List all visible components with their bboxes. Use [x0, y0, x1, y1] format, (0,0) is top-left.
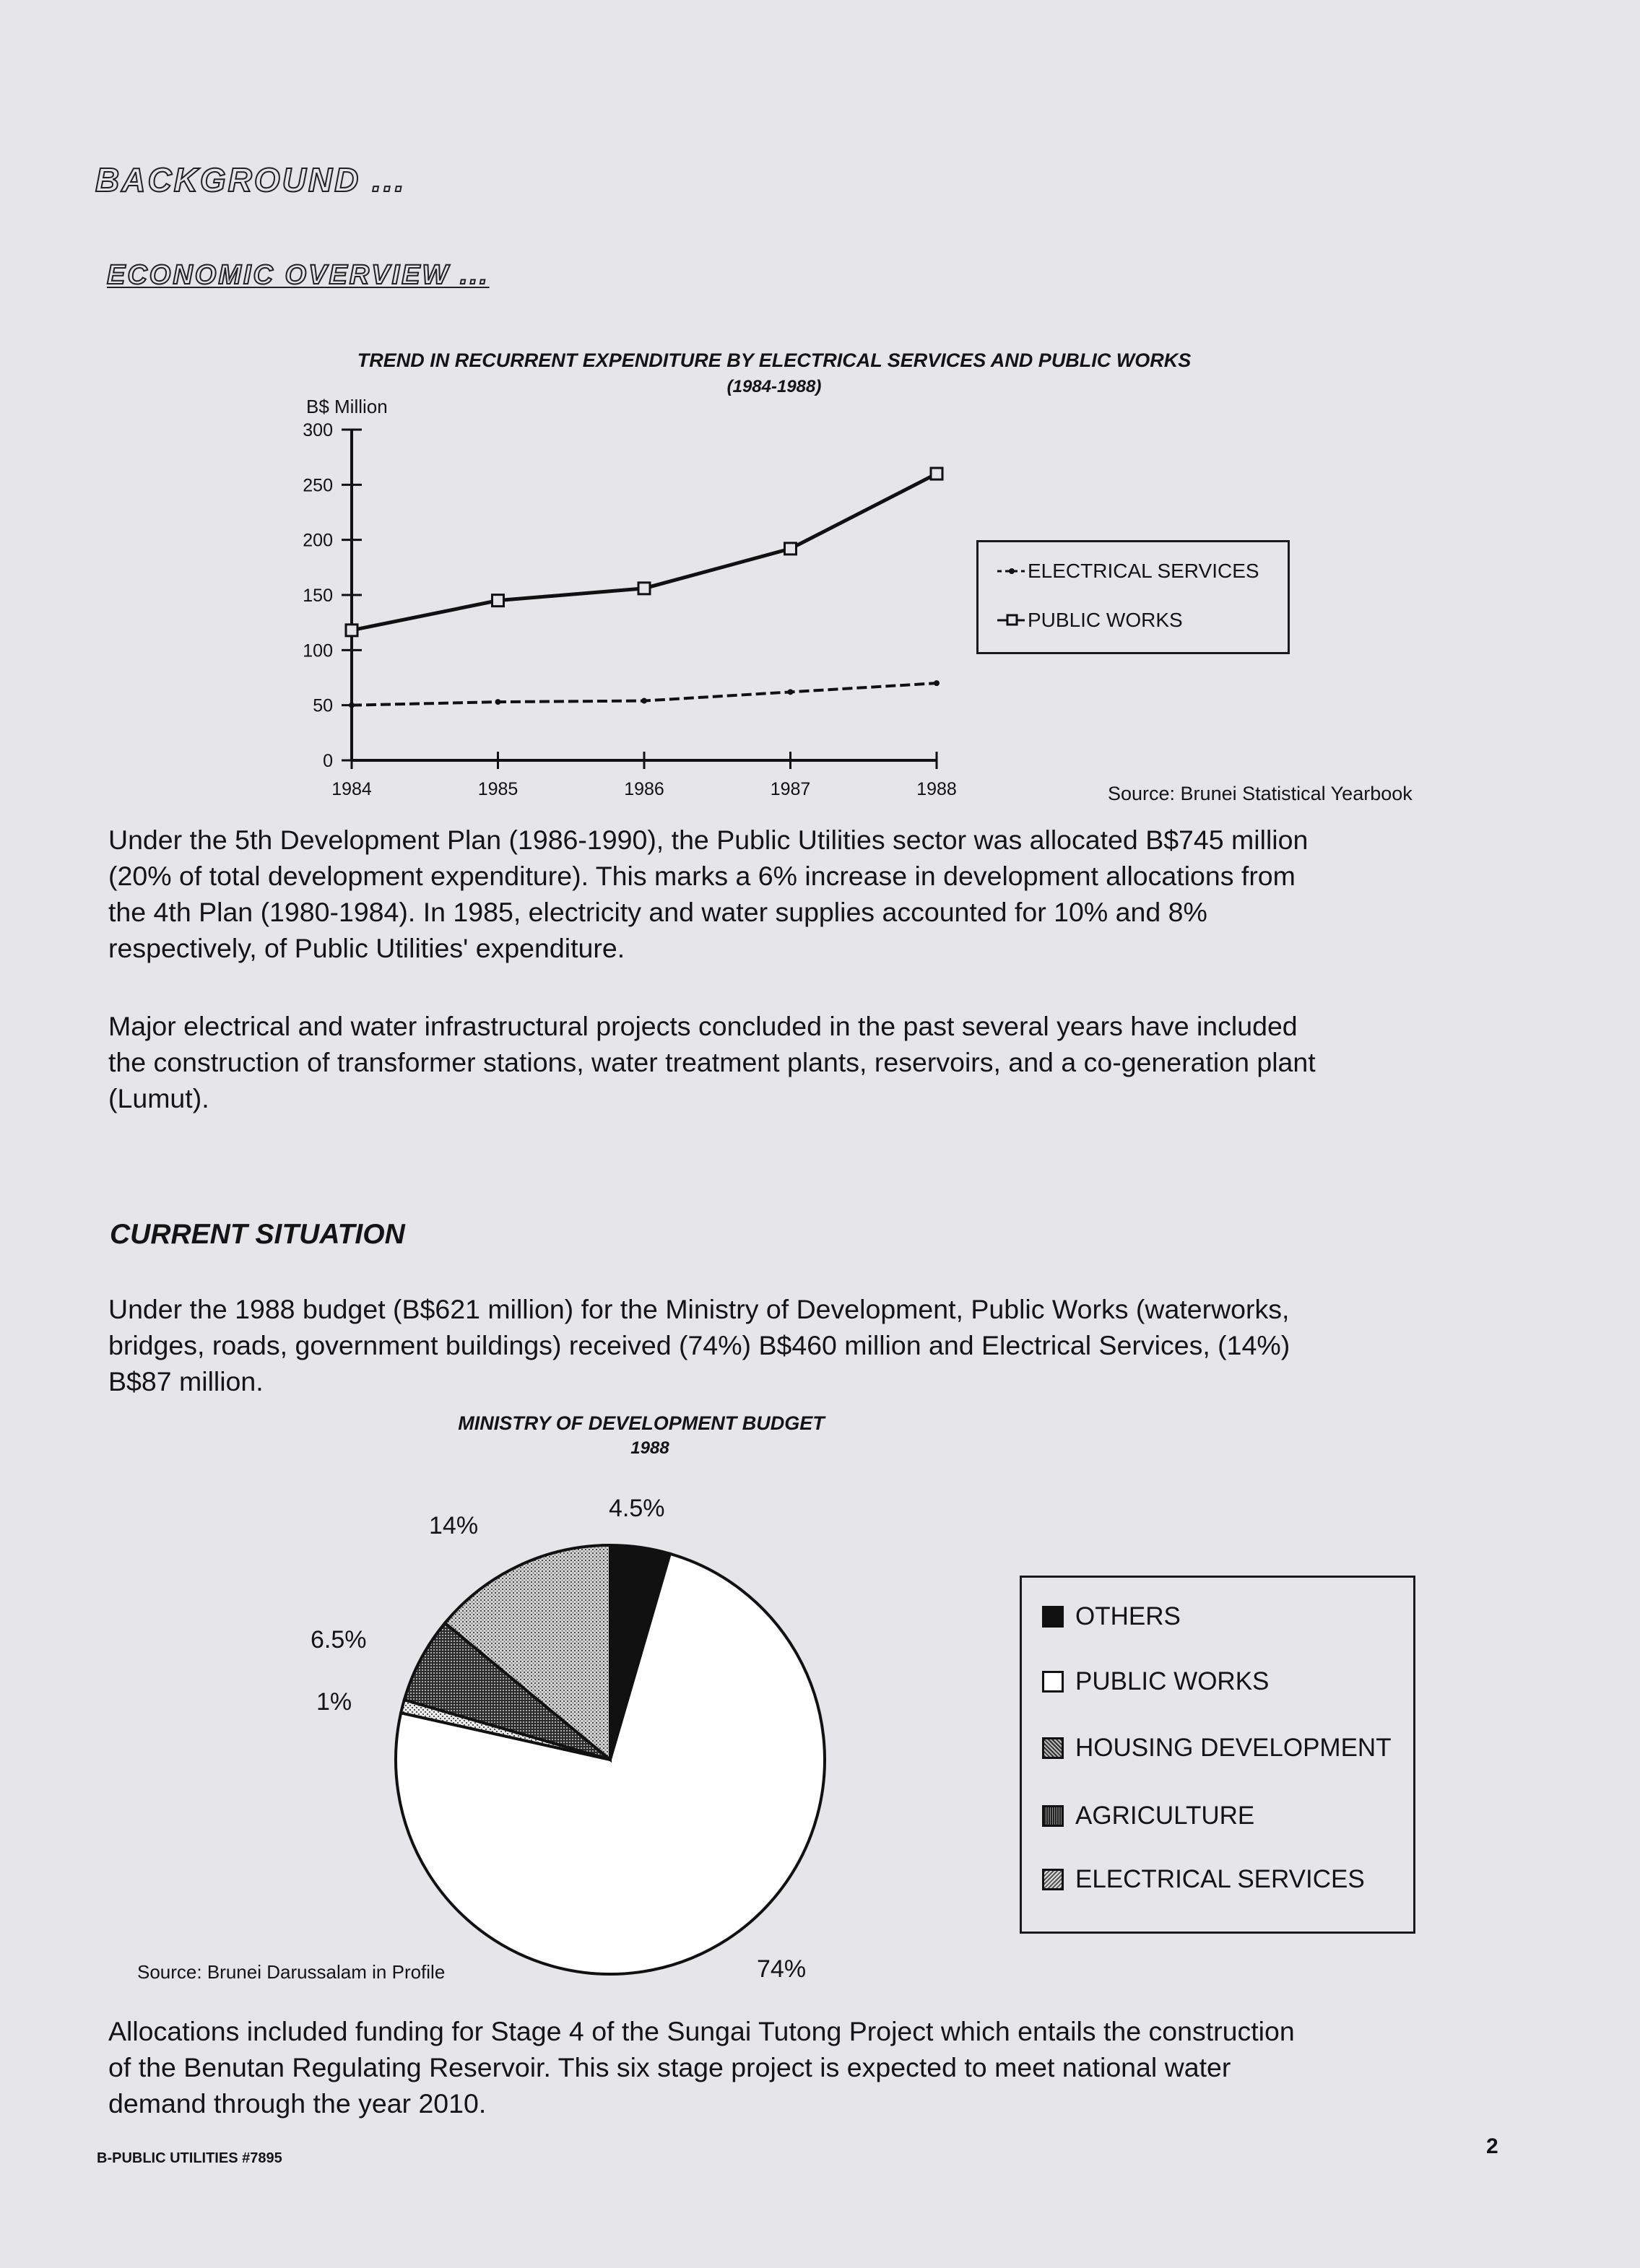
pie-legend-item-others [1042, 1602, 1181, 1631]
pie-label-agriculture: 6.5% [311, 1626, 367, 1654]
pie-chart-source: Source: Brunei Darussalam in Profile [137, 1961, 446, 1983]
pie-legend-label: OTHERS [1075, 1602, 1181, 1630]
pie-label-electrical: 1% [316, 1688, 352, 1716]
subsection-heading: ECONOMIC OVERVIEW ... [107, 260, 490, 290]
swatch-dark-icon [1042, 1805, 1064, 1827]
y-tick-label: 100 [303, 640, 333, 661]
line-chart-ylabel: B$ Million [306, 396, 388, 417]
pie-legend-label: PUBLIC WORKS [1075, 1667, 1270, 1695]
x-tick-label: 1987 [770, 779, 811, 799]
x-tick-label: 1986 [624, 779, 664, 799]
swatch-white-icon [1042, 1671, 1064, 1693]
pie-chart-subtitle: 1988 [630, 1438, 669, 1458]
paragraph-line: Major electrical and water infrastructural projects concluded in the past several years have included [108, 1011, 1298, 1041]
swatch-light-icon [1042, 1869, 1064, 1890]
pie-label-housing: 14% [429, 1512, 479, 1539]
pie-label-others: 4.5% [609, 1495, 665, 1522]
y-tick-label: 50 [313, 695, 333, 716]
legend-dot-icon [1009, 568, 1015, 574]
section-heading: BACKGROUND ... [95, 161, 407, 199]
line-chart-title: TREND IN RECURRENT EXPENDITURE BY ELECTRICAL SERVICES AND PUBLIC WORKS [357, 349, 1192, 371]
y-tick-label: 250 [303, 475, 333, 496]
y-tick-label: 150 [303, 586, 333, 606]
paragraph-line: B$87 million. [108, 1366, 264, 1396]
paragraph-line: of the Benutan Regulating Reservoir. This six stage project is expected to meet national water [108, 2052, 1231, 2082]
y-tick-label: 200 [303, 530, 333, 551]
footer-doc-id: B-PUBLIC UTILITIES #7895 [97, 2150, 282, 2166]
pie-legend-item-housing [1042, 1734, 1392, 1763]
swatch-solid-icon [1042, 1606, 1064, 1628]
x-tick-label: 1984 [331, 779, 372, 799]
y-tick-label: 300 [303, 420, 333, 440]
paragraph-line: demand through the year 2010. [108, 2088, 487, 2119]
line-chart-legend [976, 540, 1290, 654]
paragraph-line: bridges, roads, government buildings) received (74%) B$460 million and Electrical Services, (14%) [108, 1330, 1290, 1360]
paragraph-line: the 4th Plan (1980-1984). In 1985, electricity and water supplies accounted for 10% and 8% [108, 897, 1207, 927]
x-tick-label: 1988 [916, 779, 957, 799]
pie-legend-label: HOUSING DEVELOPMENT [1075, 1734, 1392, 1762]
pie-legend-item-electrical [1042, 1865, 1365, 1894]
pie-chart-title: MINISTRY OF DEVELOPMENT BUDGET [458, 1412, 825, 1434]
legend-square-icon [1007, 615, 1017, 625]
y-tick-label: 0 [323, 751, 333, 771]
paragraph-line: (Lumut). [108, 1083, 209, 1113]
pie-chart-legend [1020, 1576, 1415, 1934]
pie-legend-item-agriculture [1042, 1802, 1254, 1830]
paragraph-line: the construction of transformer stations, water treatment plants, reservoirs, and a co-generation plant [108, 1047, 1316, 1077]
paragraph-line: Under the 5th Development Plan (1986-1990), the Public Utilities sector was allocated B$745 million [108, 825, 1309, 855]
legend-item-publicworks: PUBLIC WORKS [1028, 609, 1183, 631]
page-number: 2 [1486, 2134, 1498, 2158]
pie-legend-label: ELECTRICAL SERVICES [1075, 1865, 1365, 1893]
pie-legend-label: AGRICULTURE [1075, 1802, 1255, 1830]
paragraph-line: Allocations included funding for Stage 4 of the Sungai Tutong Project which entails the construction [108, 2016, 1295, 2046]
paragraph-line: Under the 1988 budget (B$621 million) for the Ministry of Development, Public Works (waterworks, [108, 1294, 1290, 1324]
line-chart-subtitle: (1984-1988) [726, 377, 822, 396]
pie-label-publicworks: 74% [757, 1955, 807, 1983]
paragraph-line: respectively, of Public Utilities' expenditure. [108, 933, 625, 963]
line-chart-source: Source: Brunei Statistical Yearbook [1108, 783, 1413, 804]
legend-item-electrical: ELECTRICAL SERVICES [1028, 560, 1259, 582]
pie-legend-item-publicworks [1042, 1667, 1269, 1696]
paragraph-line: (20% of total development expenditure). This marks a 6% increase in development allocations from [108, 861, 1296, 891]
x-tick-label: 1985 [477, 779, 519, 799]
swatch-medium-icon [1042, 1737, 1064, 1759]
paragraph-allocations [108, 2013, 1473, 2121]
current-situation-heading: CURRENT SITUATION [110, 1219, 405, 1250]
